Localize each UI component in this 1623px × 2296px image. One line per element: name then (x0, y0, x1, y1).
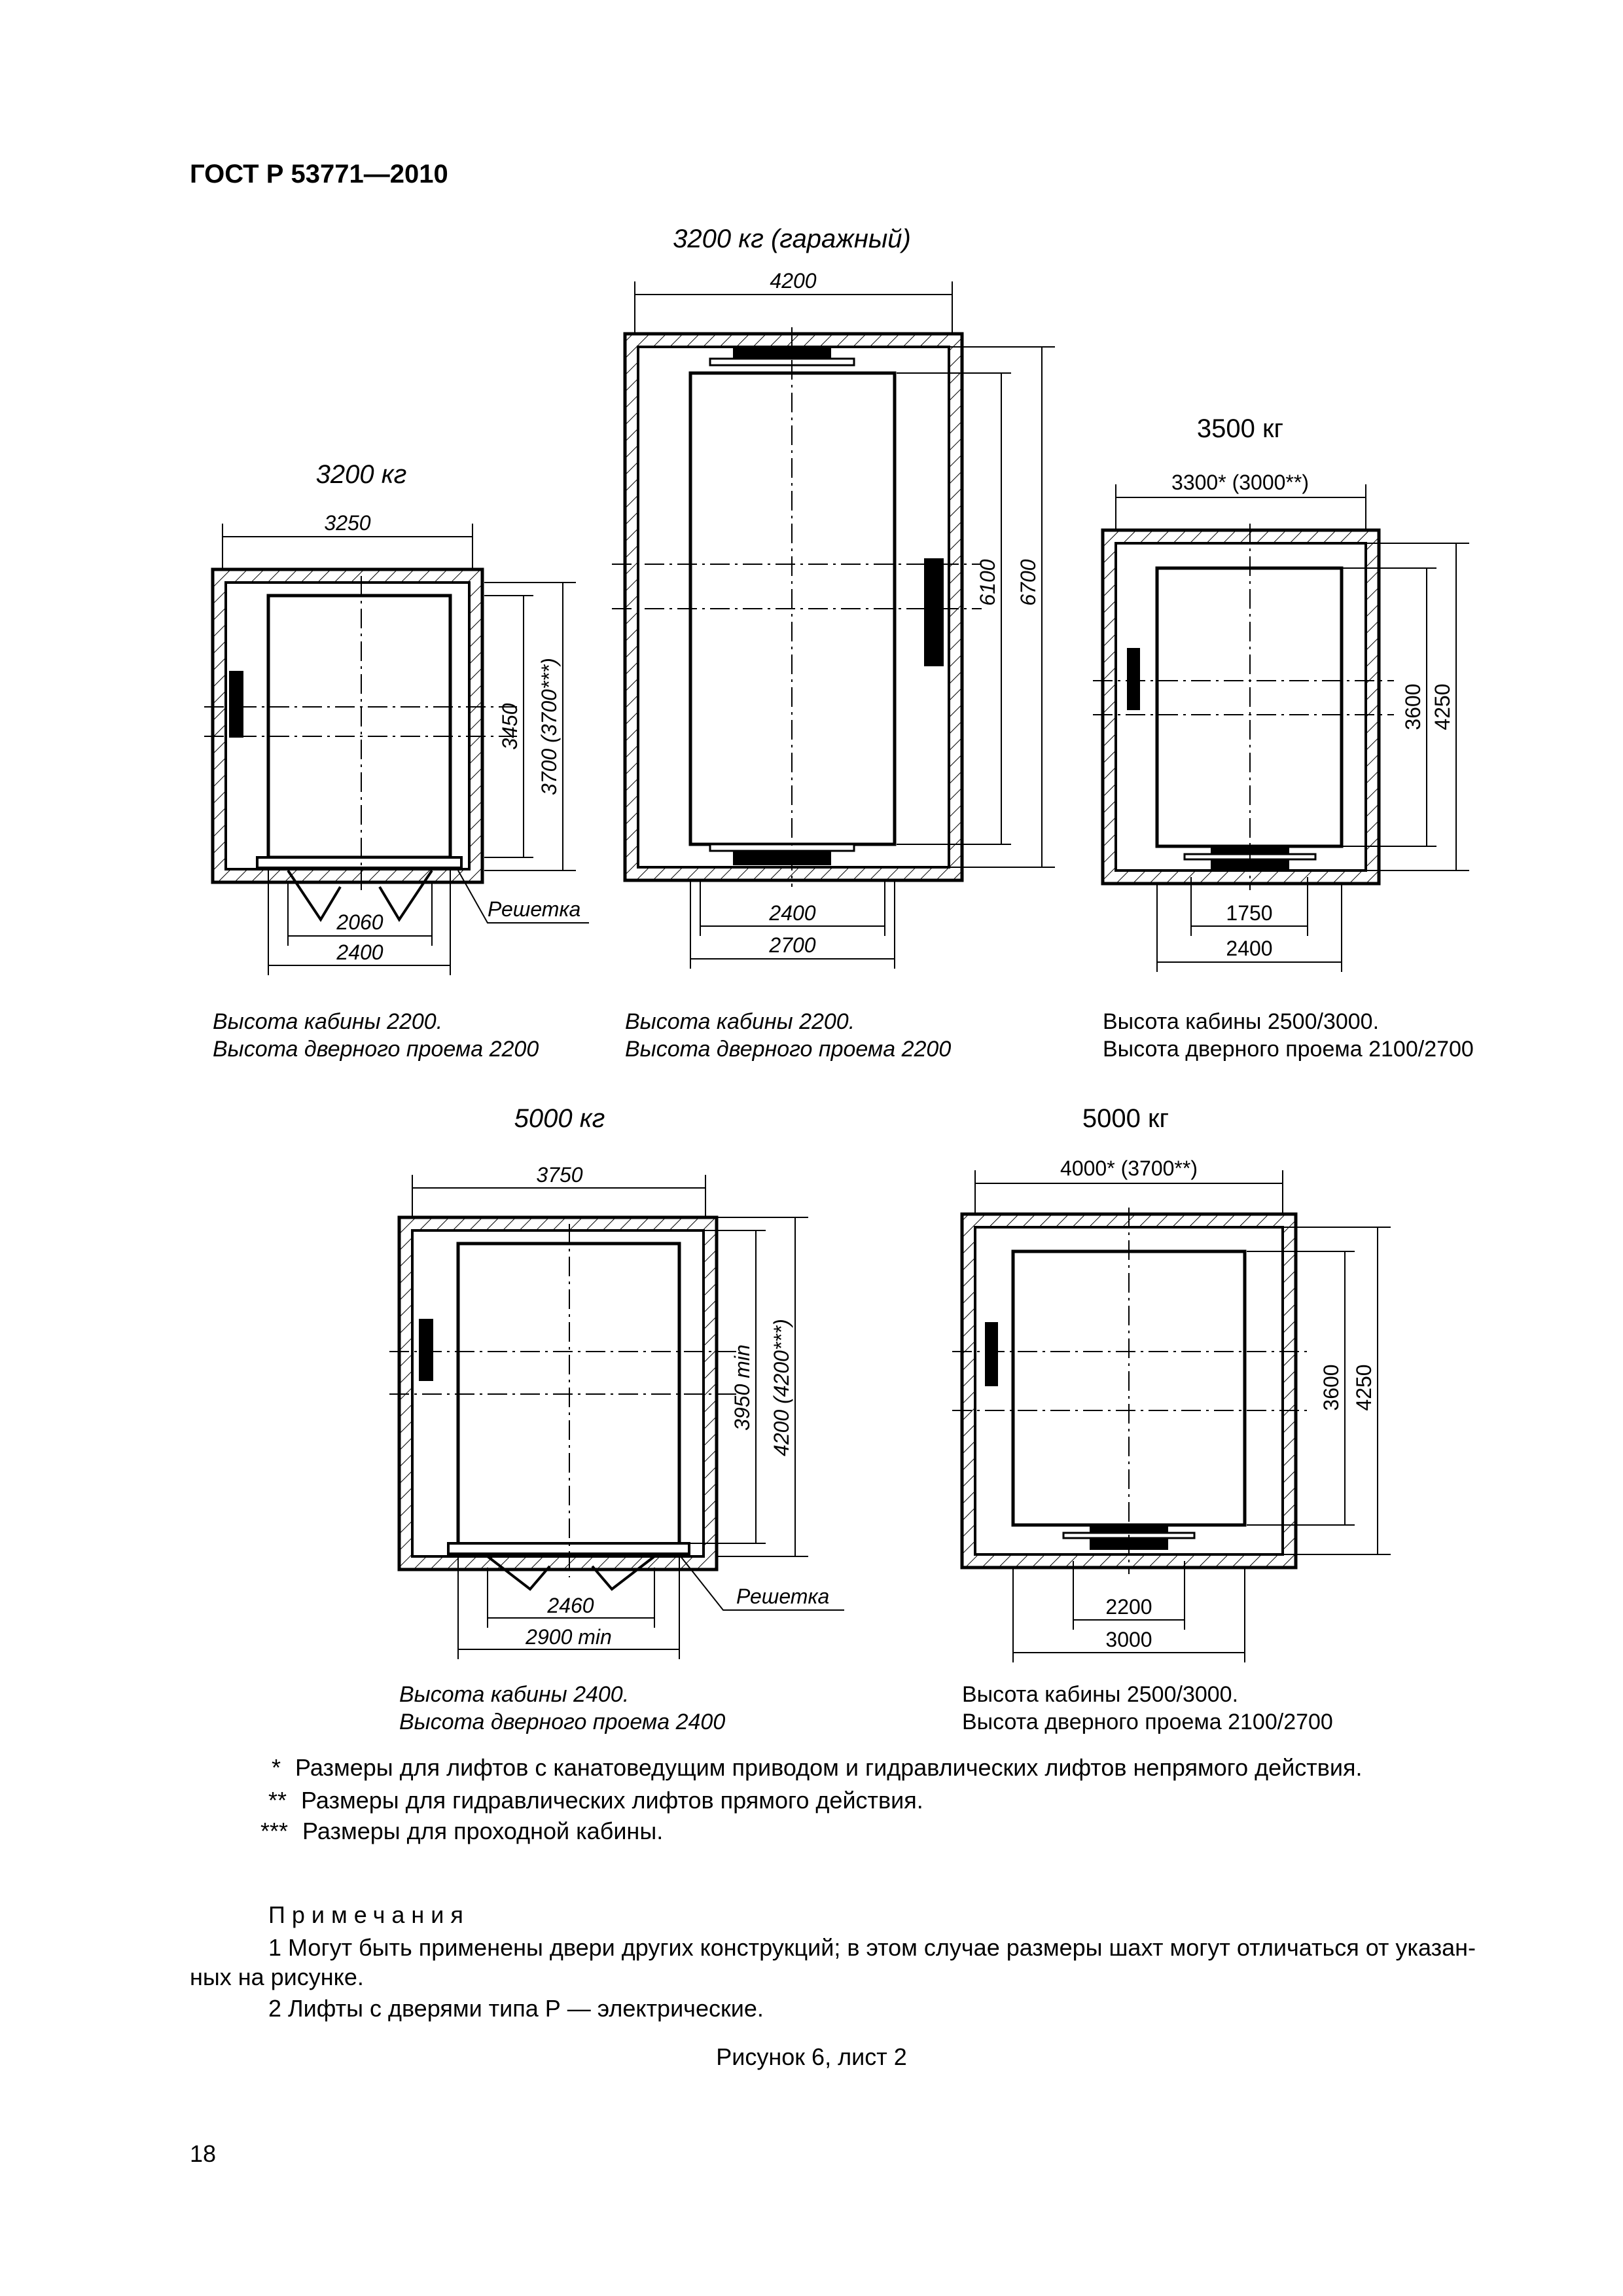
fig1-desc1: Высота кабины 2200. (213, 1009, 443, 1034)
fig5-desc2: Высота дверного проема 2100/2700 (962, 1710, 1333, 1734)
fig1-grille-label: Решетка (488, 897, 581, 921)
notes-heading: Примечания (268, 1901, 470, 1928)
fig3-depth2: 4250 (1431, 683, 1454, 730)
fig3-title: 3500 кг (1196, 414, 1284, 443)
fig3-shaft-door: 2400 (1226, 937, 1273, 960)
fig1-title: 3200 кг (315, 460, 407, 489)
figure-5000kg-a (389, 1104, 844, 1734)
note-2: 2 Лифты с дверями типа Р — электрические. (268, 1995, 764, 2022)
figure-5000kg-b (952, 1104, 1391, 1734)
note-1-line-2: ных на рисунке. (190, 1964, 364, 1990)
fig5-depth: 3600 (1319, 1364, 1343, 1411)
fig2-depth: 6100 (976, 559, 999, 606)
fig4-desc2: Высота дверного проема 2400 (399, 1710, 726, 1734)
fig2-shaft-door: 2700 (769, 933, 816, 957)
fig5-depth2: 4250 (1352, 1364, 1376, 1411)
fig4-desc1: Высота кабины 2400. (399, 1682, 630, 1707)
fig4-depth2: 4200 (4200***) (770, 1319, 793, 1456)
fig2-title: 3200 кг (гаражный) (673, 224, 911, 253)
fig2-depth2: 6700 (1016, 559, 1040, 606)
fig1-depth2: 3700 (3700***) (537, 658, 561, 795)
fig2-desc2: Высота дверного проема 2200 (625, 1037, 952, 1062)
fig5-shaft-door: 3000 (1105, 1628, 1152, 1651)
footnote-3 (260, 1818, 663, 1845)
fig1-door: 2060 (336, 910, 383, 934)
fig2-width: 4200 (770, 269, 817, 293)
document-header: ГОСТ Р 53771—2010 (190, 160, 448, 188)
fig3-width: 3300* (3000**) (1171, 471, 1309, 494)
fig3-desc2: Высота дверного проема 2100/2700 (1103, 1037, 1474, 1062)
fig4-door: 2460 (547, 1594, 594, 1617)
figure-3500kg (1093, 414, 1474, 1062)
fig3-door: 1750 (1226, 901, 1273, 925)
fig4-width: 3750 (536, 1163, 583, 1187)
figure-3200kg (204, 460, 589, 1062)
fig2-door: 2400 (769, 901, 816, 925)
fig1-depth: 3450 (498, 703, 522, 750)
fig5-width: 4000* (3700**) (1060, 1157, 1198, 1180)
fig5-door: 2200 (1105, 1595, 1152, 1619)
fig1-shaft-door: 2400 (336, 941, 383, 964)
fig2-desc1: Высота кабины 2200. (625, 1009, 855, 1034)
fig3-desc1: Высота кабины 2500/3000. (1103, 1009, 1380, 1034)
fig4-shaft-door: 2900 min (526, 1625, 612, 1649)
footnote-1-text: Размеры для лифтов с канатоведущим приводом и гидравлических лифтов непрямого действия. (295, 1754, 1363, 1781)
footnote-3-text: Размеры для проходной кабины. (302, 1818, 664, 1844)
page-number: 18 (190, 2140, 217, 2167)
fig4-title: 5000 кг (514, 1104, 605, 1133)
fig1-desc2: Высота дверного проема 2200 (213, 1037, 539, 1062)
fig3-depth: 3600 (1401, 683, 1425, 730)
footnote-2-text: Размеры для гидравлических лифтов прямого действия. (301, 1787, 923, 1814)
footnote-3-mark: *** (260, 1818, 289, 1844)
fig1-width: 3250 (324, 511, 371, 535)
footnote-2 (268, 1787, 923, 1814)
fig5-title: 5000 кг (1082, 1104, 1169, 1133)
figure-caption: Рисунок 6, лист 2 (716, 2043, 907, 2070)
footnote-1-mark: * (272, 1754, 281, 1781)
fig5-desc1: Высота кабины 2500/3000. (962, 1682, 1239, 1707)
fig4-depth: 3950 min (730, 1344, 754, 1431)
figure-3200kg-garage (612, 224, 1055, 1062)
footnote-2-mark: ** (268, 1787, 287, 1814)
footnote-1 (272, 1754, 1363, 1782)
fig4-grille-label: Решетка (736, 1585, 830, 1608)
note-1-line-1: 1 Могут быть применены двери других конструкций; в этом случае размеры шахт могут отличаться от указан- (268, 1934, 1476, 1961)
